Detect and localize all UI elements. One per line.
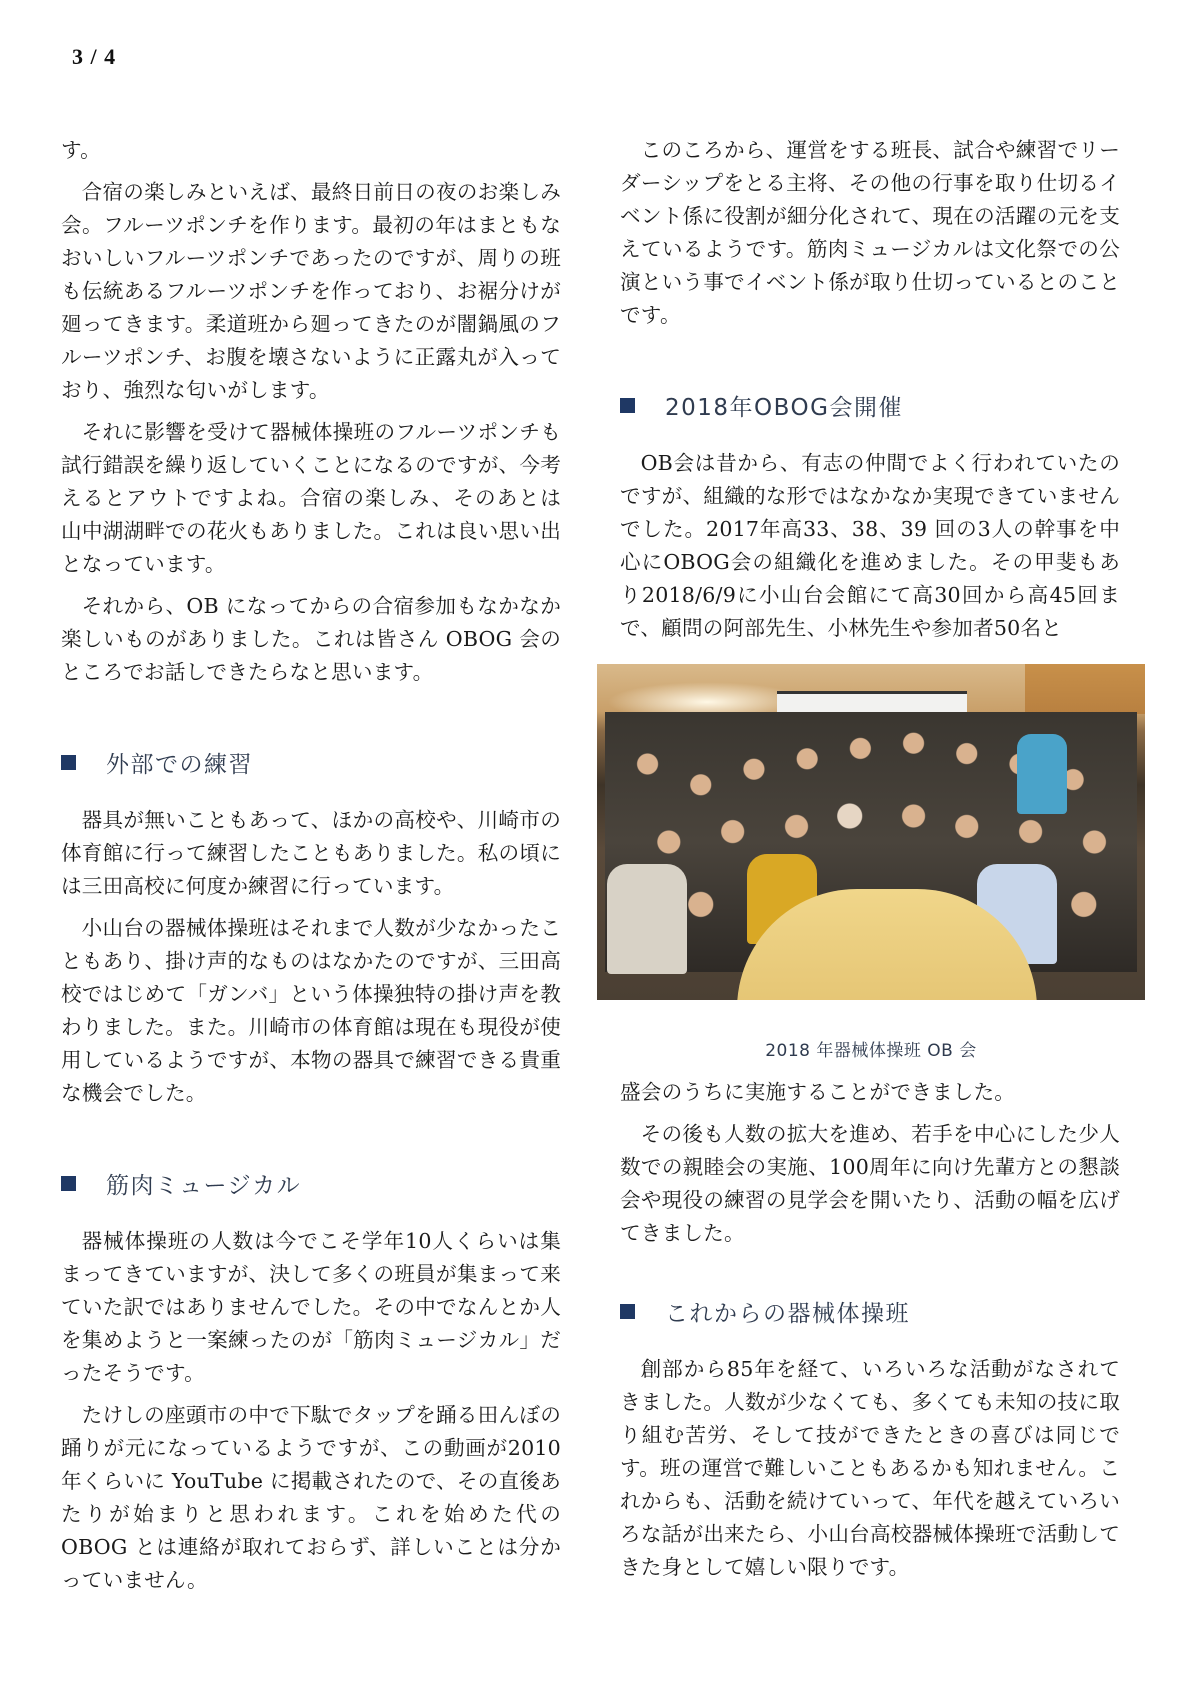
section-heading-future [620, 1293, 1120, 1329]
right-column-upper [620, 134, 1120, 654]
paragraph-obog-3: その後も人数の拡大を進め、若手を中心にした少人数での親睦会の実施、100周年に向け先輩方との懇談会や現役の練習の見学会を開いたり、活動の幅を広げてきました。 [620, 1122, 1120, 1245]
section-heading-muscle-musical [61, 1165, 561, 1201]
paragraph-roles: このころから、運営をする班長、試合や練習でリーダーシップをとる主将、その他の行事を取り仕切るイベント係に役割が細分化されて、現在の活躍の元を支えているようです。筋肉ミュージカルは文化祭での公演という事でイベント係が取り仕切っているとのことです。 [620, 138, 1120, 327]
photo-caption: 2018 年器械体操班 OB 会 [765, 1041, 977, 1061]
paragraph-musical-1: 器械体操班の人数は今でこそ学年10人くらいは集まってきていますが、決して多くの班員が集まって来ていた訳ではありませんでした。その中でなんとか人を集めようと一案練ったのが「筋肉ミュージカル」だったそうです。 [61, 1229, 561, 1385]
paragraph-external-2: 小山台の器械体操班はそれまで人数が少なかったこともあり、掛け声的なものはなかたのですが、三田高校ではじめて「ガンバ」という体操独特の掛け声を教わりました。また。川崎市の体育館は現在も現役が使用しているようですが、本物の器具で練習できる貴重な機会でした。 [61, 916, 561, 1105]
paragraph-trial-error: それに影響を受けて器械体操班のフルーツポンチも試行錯誤を繰り返していくことになるのですが、今考えるとアウトですよね。合宿の楽しみ、そのあとは山中湖湖畔での花火もありました。これは良い思い出となっています。 [61, 420, 561, 576]
left-column [61, 134, 561, 1606]
paragraph-external-1: 器具が無いこともあって、ほかの高校や、川崎市の体育館に行って練習したこともありました。私の頃には三田高校に何度か練習に行っています。 [61, 808, 561, 898]
section-heading-text: これからの器械体操班 [665, 1300, 910, 1327]
square-bullet-icon [61, 755, 76, 770]
square-bullet-icon [620, 398, 635, 413]
right-column-lower [620, 1076, 1120, 1593]
section-heading-external-practice [61, 744, 561, 780]
paragraph-continuation: す。 [61, 138, 101, 162]
section-heading-text: 外部での練習 [106, 751, 253, 778]
square-bullet-icon [61, 1176, 76, 1191]
section-heading-text: 筋肉ミュージカル [106, 1172, 302, 1199]
square-bullet-icon [620, 1304, 635, 1319]
paragraph-obog-1: OB会は昔から、有志の仲間でよく行われていたのですが、組織的な形ではなかなか実現できていませんでした。2017年高33、38、39 回の3人の幹事を中心にOBOG会の組織化を進めました。その甲斐もあり2018/6/9に小山台会館にて高30回から高45回まで、顧問の阿部先生、小林先生や参加者50名と [620, 451, 1120, 640]
paragraph-musical-2: たけしの座頭市の中で下駄でタップを踊る田んぼの踊りが元になっているようですが、この動画が2010年くらいに YouTube に掲載されたので、その直後あたりが始まりと思われます。これを始めた代の OBOG とは連絡が取れておらず、詳しいことは分かっていません。 [61, 1403, 561, 1592]
group-photo [597, 664, 1145, 1000]
section-heading-obog-2018 [620, 387, 1120, 423]
section-heading-text: 2018年OBOG会開催 [665, 394, 903, 421]
paragraph-ob-camp: それから、OB になってからの合宿参加もなかなか楽しいものがありました。これは皆さん OBOG 会のところでお話しできたらなと思います。 [61, 594, 561, 684]
paragraph-obog-2: 盛会のうちに実施することができました。 [620, 1080, 1016, 1104]
paragraph-fruit-punch: 合宿の楽しみといえば、最終日前日の夜のお楽しみ会。フルーツポンチを作ります。最初の年はまともなおいしいフルーツポンチであったのですが、周りの班も伝統あるフルーツポンチを作っており、お裾分けが廻ってきます。柔道班から廻ってきたのが闇鍋風のフルーツポンチ、お腹を壊さないように正露丸が入っており、強烈な匂いがします。 [61, 180, 561, 402]
paragraph-future: 創部から85年を経て、いろいろな活動がなされてきました。人数が少なくても、多くても未知の技に取り組む苦労、そして技ができたときの喜びは同じです。班の運営で難しいこともあるかも知れません。これからも、活動を続けていって、年代を越えていろいろな話が出来たら、小山台高校器械体操班で活動してきた身として嬉しい限りです。 [620, 1357, 1120, 1579]
page-number: 3 / 4 [72, 44, 117, 69]
